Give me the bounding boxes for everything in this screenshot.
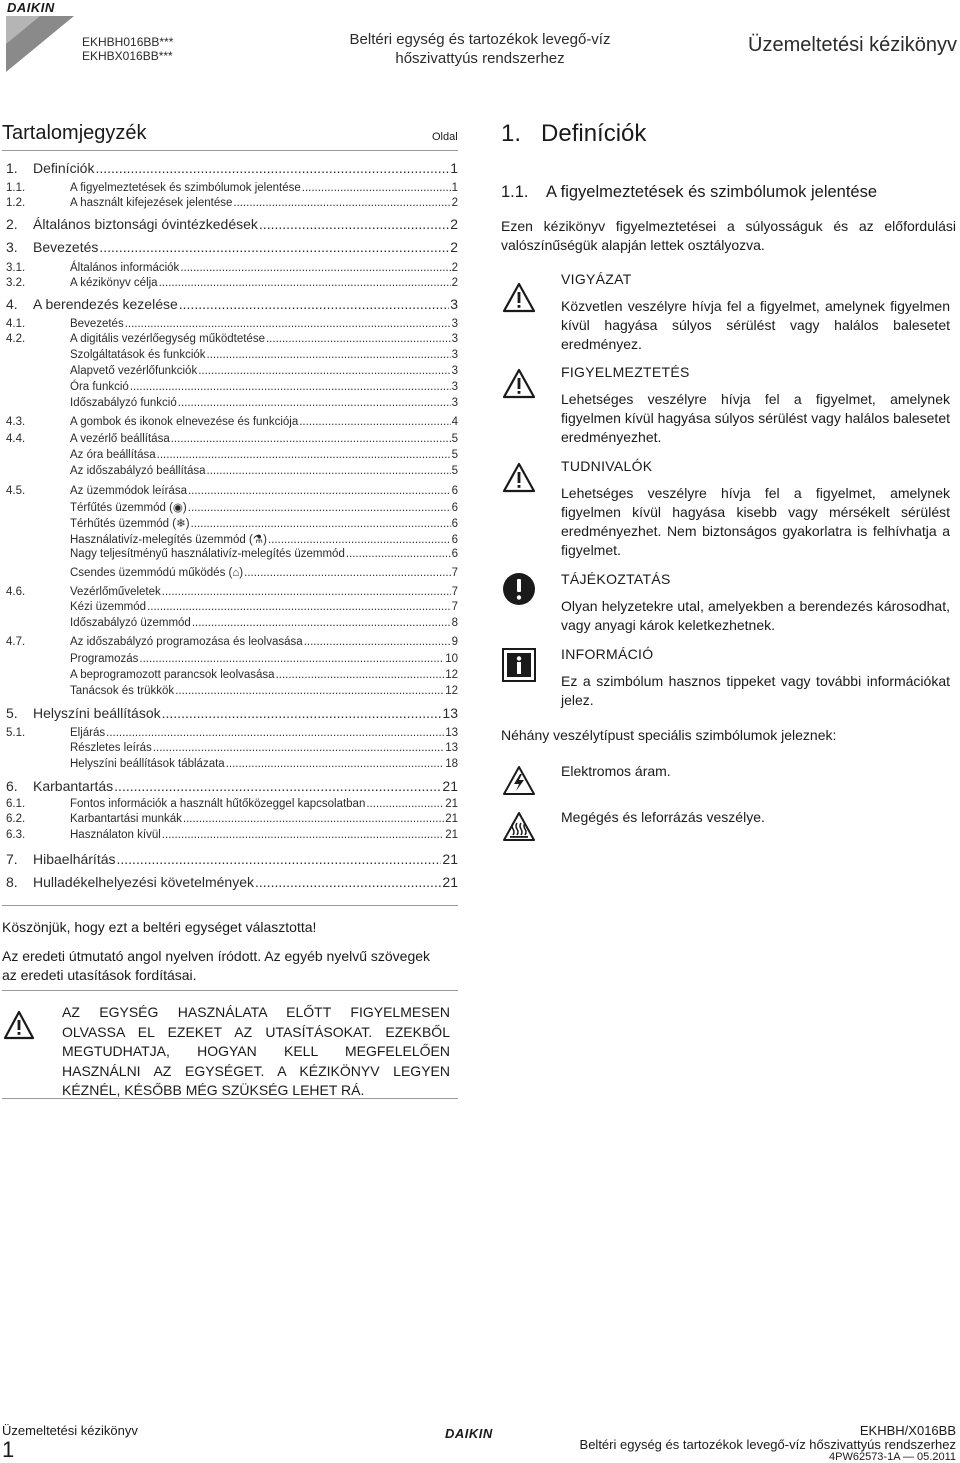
toc-entry-label: Eljárás — [70, 727, 106, 739]
model-number: EKHBX016BB*** — [82, 49, 173, 63]
toc-entry-page: 7 — [451, 586, 458, 598]
section-title: 1. Definíciók — [501, 120, 647, 147]
toc-entry-number: 6. — [6, 778, 18, 794]
toc-entry-label: A digitális vezérlőegység működtetése — [70, 333, 265, 345]
toc-entry[interactable] — [6, 516, 458, 530]
toc-entry-number: 4.2. — [6, 333, 26, 345]
toc-leader-dots — [207, 465, 451, 477]
toc-entry[interactable] — [6, 277, 458, 289]
toc-entry[interactable] — [6, 333, 458, 345]
toc-entry-label: Alapvető vezérlőfunkciók — [70, 365, 198, 377]
note-line: Az eredeti útmutató angol nyelven íródott. Az egyéb nyelvű szövegek — [2, 948, 431, 964]
toc-entry-number: 5.1. — [6, 727, 26, 739]
toc-leader-dots — [130, 381, 451, 393]
toc-entry-page: 2 — [451, 197, 458, 209]
toc-entry-page: 13 — [445, 727, 458, 739]
toc-entry[interactable] — [6, 485, 458, 497]
toc-entry[interactable] — [6, 532, 458, 546]
toc-entry-label: Időszabályzó üzemmód — [70, 617, 191, 629]
entry-heading: FIGYELMEZTETÉS — [561, 364, 690, 380]
toc-entry[interactable] — [6, 705, 458, 721]
toc-leader-dots — [179, 296, 449, 312]
toc-entry-page: 5 — [451, 465, 458, 477]
entry-heading: INFORMÁCIÓ — [561, 646, 654, 662]
toc-entry-page: 21 — [445, 829, 458, 841]
toc-leader-dots — [106, 727, 444, 739]
toc-entry-page: 21 — [442, 778, 458, 794]
toc-entry[interactable] — [6, 197, 458, 209]
entry-heading: TÁJÉKOZTATÁS — [561, 571, 671, 587]
toc-entry[interactable] — [6, 296, 458, 312]
toc-leader-dots — [304, 636, 451, 648]
toc-entry-label: Helyszíni beállítások táblázata — [70, 758, 225, 770]
toc-entry-number: 4.6. — [6, 586, 26, 598]
toc-entry[interactable] — [6, 160, 458, 176]
thanks-text: Köszönjük, hogy ezt a beltéri egységet választotta! — [2, 919, 317, 935]
toc-entry-page: 12 — [445, 685, 458, 697]
toc-entry[interactable] — [6, 778, 458, 794]
definitions-intro: Ezen kézikönyv figyelmeztetései a súlyosságuk és az előfordulási valószínűségük alapján lettek osztályozva. — [501, 218, 956, 253]
toc-entry-label: Hulladékelhelyezési követelmények — [33, 874, 255, 890]
toc-leader-dots — [147, 601, 451, 613]
toc-entry-label: Részletes leírás — [70, 742, 152, 754]
footer-model: EKHBH/X016BB — [859, 1423, 956, 1438]
toc-entry-page: 5 — [451, 433, 458, 445]
toc-entry-label: A berendezés kezelése — [33, 296, 178, 312]
toc-entry-label: Használaton kívül — [70, 829, 161, 841]
toc-entry-number: 3.2. — [6, 277, 26, 289]
toc-title: Tartalomjegyzék — [2, 122, 147, 144]
toc-entry-label: Nagy teljesítményű használativíz-melegítés üzemmód — [70, 548, 345, 560]
entry-body: Lehetséges veszélyre hívja fel a figyelmet, amelynek figyelmen kívül hagyása súlyos sérülést vagy halálos balesetet eredményezhet. — [561, 391, 950, 445]
toc-entry-label: A kézikönyv célja — [70, 277, 158, 289]
toc-entry[interactable] — [6, 653, 458, 665]
info-square-icon — [502, 648, 536, 682]
toc-entry-label: Fontos információk a használt hűtőközeggel kapcsolatban — [70, 798, 366, 810]
toc-entry[interactable] — [6, 381, 458, 393]
toc-entry[interactable] — [6, 465, 458, 477]
toc-entry-page: 13 — [442, 705, 458, 721]
toc-entry-label: Szolgáltatások és funkciók — [70, 349, 206, 361]
toc-entry-number: 4.3. — [6, 416, 26, 428]
toc-leader-dots — [95, 160, 449, 176]
toc-entry-number: 6.1. — [6, 798, 26, 810]
toc-entry-number: 7. — [6, 851, 18, 867]
toc-leader-dots — [192, 617, 451, 629]
toc-entry[interactable] — [6, 669, 458, 681]
toc-entry[interactable] — [6, 742, 458, 754]
toc-leader-dots — [153, 742, 444, 754]
toc-entry-label: Az óra beállítása — [70, 449, 156, 461]
exclamation-circle-icon — [502, 572, 536, 606]
daikin-logo: DAIKIN — [7, 0, 55, 15]
toc-entry-page: 7 — [451, 567, 458, 579]
entry-body: Lehetséges veszélyre hívja fel a figyelmet, amelynek figyelmen kívül hagyása kisebb vagy mérsékelt sérülést eredményezhet. Nem biztonságos gyakorlatra is felhívhatja a figyelmet. — [561, 485, 950, 558]
toc-entry-page: 8 — [451, 617, 458, 629]
note-line: az eredeti utasítások fordításai. — [2, 967, 197, 983]
toc-entry[interactable] — [6, 239, 458, 255]
toc-entry-page: 3 — [451, 397, 458, 409]
footer-doc-code: 4PW62573-1A — 05.2011 — [829, 1451, 956, 1463]
toc-entry[interactable] — [6, 216, 458, 232]
toc-leader-dots — [162, 705, 442, 721]
toc-leader-dots — [244, 567, 450, 579]
toc-entry-label: Programozás — [70, 653, 139, 665]
entry-heading: VIGYÁZAT — [561, 271, 632, 287]
read-instructions-warning: AZ EGYSÉG HASZNÁLATA ELŐTT FIGYELMESEN OLVASSA EL EZEKET AZ UTASÍTÁSOKAT. EZEKBŐL MEGTUDHATJA, HOGYAN KELL MEGFELELŐEN HASZNÁLNI AZ EGYSÉGET. A KÉZIKÖNYV LEGYEN KÉZNÉL, KÉSŐBB MÉG SZÜKSÉG LEHET RÁ. — [62, 1004, 450, 1098]
toc-entry[interactable] — [6, 874, 458, 890]
toc-entry-page: 5 — [451, 449, 458, 461]
toc-entry-page: 3 — [451, 318, 458, 330]
toc-entry[interactable] — [6, 365, 458, 377]
toc-entry-label: A használt kifejezések jelentése — [70, 197, 233, 209]
divider — [2, 990, 458, 991]
toc-entry[interactable] — [6, 182, 458, 194]
toc-entry-number: 4.7. — [6, 636, 26, 648]
toc-leader-dots — [299, 416, 450, 428]
toc-entry-label: Helyszíni beállítások — [33, 705, 161, 721]
toc-entry[interactable] — [6, 685, 458, 697]
header-subtitle-line: hőszivattyús rendszerhez — [395, 50, 565, 67]
toc-entry[interactable] — [6, 567, 458, 579]
toc-entry-label: Csendes üzemmódú működés (⌂) — [70, 567, 244, 579]
warning-triangle-icon — [502, 461, 536, 495]
toc-entry-page: 6 — [451, 548, 458, 560]
toc-entry-page: 10 — [445, 653, 458, 665]
toc-entry-label: A beprogramozott parancsok leolvasása — [70, 669, 275, 681]
toc-entry-label: Térfűtés üzemmód (◉) — [70, 502, 187, 514]
toc-entry[interactable] — [6, 813, 458, 825]
original-language-note — [2, 947, 458, 985]
toc-leader-dots — [139, 653, 444, 665]
page-number: 1 — [2, 1437, 15, 1462]
toc-leader-dots — [114, 778, 441, 794]
toc-entry-number: 3.1. — [6, 262, 26, 274]
toc-leader-dots — [188, 502, 451, 514]
toc-entry[interactable] — [6, 601, 458, 613]
toc-entry-page: 7 — [451, 601, 458, 613]
toc-entry-label: Időszabályzó funkció — [70, 397, 177, 409]
toc-entry-label: Karbantartási munkák — [70, 813, 182, 825]
model-numbers — [82, 35, 173, 63]
toc-entry-label: Bevezetés — [33, 239, 99, 255]
toc-leader-dots — [302, 182, 451, 194]
toc-entry-number: 4. — [6, 296, 18, 312]
toc-leader-dots — [171, 433, 451, 445]
toc-entry-label: Használativíz-melegítés üzemmód (⚗) — [70, 534, 267, 546]
toc-leader-dots — [226, 758, 445, 770]
toc-leader-dots — [125, 318, 451, 330]
toc-entry[interactable] — [6, 500, 458, 514]
toc-entry[interactable] — [6, 318, 458, 330]
warning-triangle-icon — [502, 281, 536, 315]
entry-heading: TUDNIVALÓK — [561, 458, 653, 474]
toc-leader-dots — [117, 851, 442, 867]
warning-triangle-icon — [3, 1010, 35, 1040]
toc-entry-page: 21 — [442, 851, 458, 867]
toc-leader-dots — [178, 397, 451, 409]
toc-entry-number: 1. — [6, 160, 18, 176]
toc-entry-label: A gombok és ikonok elnevezése és funkciója — [70, 416, 299, 428]
toc-leader-dots — [159, 277, 451, 289]
header-subtitle — [330, 30, 630, 68]
toc-entry-page: 6 — [451, 534, 458, 546]
toc-entry-page: 21 — [442, 874, 458, 890]
toc-entry-label: Bevezetés — [70, 318, 124, 330]
toc-entry-label: A vezérlő beállítása — [70, 433, 170, 445]
footer-subtitle: Beltéri egység és tartozékok levegő-víz hőszivattyús rendszerhez — [579, 1437, 956, 1452]
toc-entry[interactable] — [6, 798, 458, 810]
toc-entry-page: 3 — [451, 333, 458, 345]
warning-triangle-icon — [502, 367, 536, 401]
toc-entry-page: 1 — [451, 182, 458, 194]
toc-leader-dots — [259, 216, 449, 232]
toc-leader-dots — [188, 485, 451, 497]
toc-entry-label: Az időszabályzó programozása és leolvasása — [70, 636, 303, 648]
toc-entry-label: Vezérlőműveletek — [70, 586, 161, 598]
toc-leader-dots — [180, 262, 450, 274]
toc-leader-dots — [162, 829, 444, 841]
toc-entry[interactable] — [6, 397, 458, 409]
toc-entry-page: 2 — [450, 239, 458, 255]
toc-leader-dots — [268, 534, 451, 546]
toc-leader-dots — [233, 197, 450, 209]
electric-hazard-icon — [502, 764, 536, 798]
toc-entry-number: 2. — [6, 216, 18, 232]
toc-entry-page: 18 — [445, 758, 458, 770]
toc-entry-number: 3. — [6, 239, 18, 255]
toc-leader-dots — [157, 449, 451, 461]
toc-entry-number: 6.3. — [6, 829, 26, 841]
toc-entry-page: 2 — [451, 262, 458, 274]
toc-entry[interactable] — [6, 829, 458, 841]
toc-entry-number: 4.5. — [6, 485, 26, 497]
entry-body: Közvetlen veszélyre hívja fel a figyelmet, amelynek figyelmen kívül hagyása súlyos sérülést vagy halálos balesetet eredményez. — [561, 298, 950, 352]
divider — [2, 150, 458, 151]
toc-entry-number: 4.4. — [6, 433, 26, 445]
toc-entry-number: 5. — [6, 705, 18, 721]
toc-entry-page: 6 — [451, 518, 458, 530]
toc-leader-dots — [366, 798, 444, 810]
toc-leader-dots — [99, 239, 449, 255]
toc-entry-label: Általános információk — [70, 262, 180, 274]
toc-entry-label: Tanácsok és trükkök — [70, 685, 175, 697]
toc-entry[interactable] — [6, 636, 458, 648]
toc-entry-label: Óra funkció — [70, 381, 129, 393]
entry-body: Olyan helyzetekre utal, amelyekben a berendezés károsodhat, vagy anyagi károk keletkezhetnek. — [561, 598, 950, 633]
toc-entry-label: Az időszabályzó beállítása — [70, 465, 206, 477]
toc-entry-page: 3 — [450, 296, 458, 312]
toc-entry[interactable] — [6, 449, 458, 461]
toc-entry[interactable] — [6, 416, 458, 428]
entry-body: Ez a szimbólum hasznos tippeket vagy további információkat jelez. — [561, 673, 950, 708]
toc-entry[interactable] — [6, 617, 458, 629]
toc-entry-page: 9 — [451, 636, 458, 648]
toc-entry-page: 4 — [451, 416, 458, 428]
doc-title: Üzemeltetési kézikönyv — [748, 34, 957, 56]
toc-leader-dots — [266, 333, 451, 345]
divider — [2, 905, 458, 906]
toc-entry[interactable] — [6, 262, 458, 274]
model-number: EKHBH016BB*** — [82, 35, 174, 49]
toc-leader-dots — [183, 813, 444, 825]
toc-entry-page: 6 — [451, 502, 458, 514]
toc-entry[interactable] — [6, 758, 458, 770]
toc-entry-page: 6 — [451, 485, 458, 497]
toc-entry-number: 4.1. — [6, 318, 26, 330]
toc-entry-label: Általános biztonsági óvintézkedések — [33, 216, 258, 232]
toc-leader-dots — [207, 349, 451, 361]
toc-leader-dots — [175, 685, 444, 697]
toc-entry-label: Az üzemmódok leírása — [70, 485, 187, 497]
toc-leader-dots — [346, 548, 451, 560]
toc-entry-label: A figyelmeztetések és szimbólumok jelentése — [70, 182, 301, 194]
toc-leader-dots — [198, 365, 450, 377]
footer-doc-title: Üzemeltetési kézikönyv — [2, 1423, 138, 1438]
toc-entry-page: 2 — [450, 216, 458, 232]
toc-entry-number: 6.2. — [6, 813, 26, 825]
subsection-title: 1.1. A figyelmeztetések és szimbólumok jelentése — [501, 183, 878, 201]
toc-entry-page: 21 — [445, 798, 458, 810]
toc-entry[interactable] — [6, 727, 458, 739]
toc-entry-label: Térhűtés üzemmód (❄) — [70, 518, 190, 530]
toc-entry[interactable] — [6, 433, 458, 445]
toc-entry-label: Hibaelhárítás — [33, 851, 116, 867]
toc-entry-page: 1 — [450, 160, 458, 176]
hot-surface-icon — [502, 810, 536, 844]
page-header — [0, 0, 960, 77]
toc-entry-page: 21 — [445, 813, 458, 825]
toc-page-label: Oldal — [432, 131, 458, 143]
toc-entry[interactable] — [6, 586, 458, 598]
toc-entry-number: 1.1. — [6, 182, 26, 194]
toc-leader-dots — [255, 874, 441, 890]
toc-entry-page: 13 — [445, 742, 458, 754]
footer-daikin-logo: DAIKIN — [445, 1426, 493, 1441]
special-symbol-text: Megégés és leforrázás veszélye. — [561, 809, 765, 825]
toc-entry[interactable] — [6, 548, 458, 560]
toc-entry-number: 8. — [6, 874, 18, 890]
toc-entry-label: Definíciók — [33, 160, 95, 176]
toc-entry-label: Kézi üzemmód — [70, 601, 147, 613]
special-symbol-text: Elektromos áram. — [561, 763, 671, 779]
toc-entry-page: 3 — [451, 349, 458, 361]
toc-entry-label: Karbantartás — [33, 778, 114, 794]
toc-leader-dots — [276, 669, 445, 681]
toc-entry-number: 1.2. — [6, 197, 26, 209]
toc-leader-dots — [162, 586, 451, 598]
header-subtitle-line: Beltéri egység és tartozékok levegő-víz — [349, 31, 611, 48]
toc-entry-page: 3 — [451, 381, 458, 393]
toc-leader-dots — [191, 518, 451, 530]
special-symbols-intro: Néhány veszélytípust speciális szimbólumok jeleznek: — [501, 727, 837, 743]
toc-entry[interactable] — [6, 349, 458, 361]
toc-entry-page: 3 — [451, 365, 458, 377]
toc-entry[interactable] — [6, 851, 458, 867]
toc-entry-page: 12 — [445, 669, 458, 681]
toc-entry-page: 2 — [451, 277, 458, 289]
divider — [2, 1098, 458, 1099]
